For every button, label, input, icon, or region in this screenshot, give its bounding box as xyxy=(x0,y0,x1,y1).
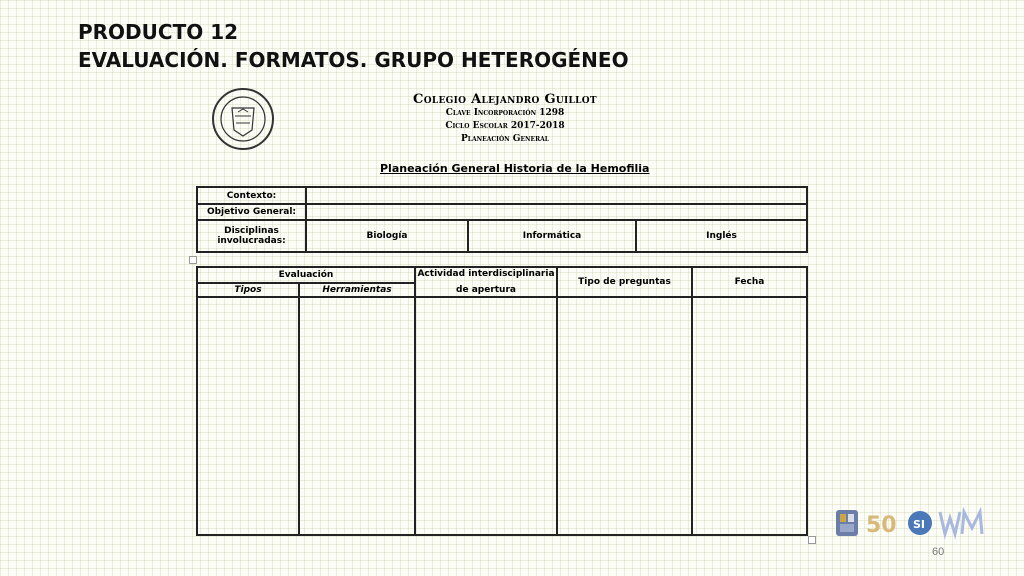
plan-title: Planeación General Historia de la Hemofilia xyxy=(380,162,650,175)
actividad-line1: Actividad interdisciplinaria xyxy=(417,269,555,279)
herramientas-cell xyxy=(299,297,415,535)
si-logo-icon xyxy=(908,511,932,535)
school-seal-icon xyxy=(208,86,278,152)
actividad-cell xyxy=(415,297,557,535)
contexto-label: Contexto: xyxy=(197,187,306,204)
fecha-header: Fecha xyxy=(692,267,807,297)
school-clave: Clave Incorporación 1298 xyxy=(445,108,565,118)
discipline-cell: Informática xyxy=(468,220,636,252)
discipline-cell: Inglés xyxy=(636,220,807,252)
general-info-table xyxy=(196,186,808,253)
objetivo-value xyxy=(306,204,807,220)
slide-title-line1: PRODUCTO 12 xyxy=(78,20,239,44)
slide-title xyxy=(78,18,629,74)
institution-logos xyxy=(834,506,994,540)
page-number: 60 xyxy=(932,546,945,558)
tipo-preguntas-header: Tipo de preguntas xyxy=(557,267,692,297)
disciplinas-line2: involucradas: xyxy=(217,236,286,246)
school-ciclo: Ciclo Escolar 2017-2018 xyxy=(445,121,565,131)
table-resize-handle[interactable] xyxy=(808,536,816,544)
anniversary-50-logo-icon xyxy=(866,513,897,538)
evaluacion-header: Evaluación xyxy=(197,267,415,283)
svg-text:50: 50 xyxy=(866,513,897,538)
objetivo-label: Objetivo General: xyxy=(197,204,306,220)
svg-text:SI: SI xyxy=(913,518,926,531)
actividad-header xyxy=(415,267,557,297)
school-header xyxy=(400,92,610,146)
herramientas-header: Herramientas xyxy=(299,283,415,297)
tipo-preguntas-cell xyxy=(557,297,692,535)
evaluation-table xyxy=(196,266,808,536)
discipline-cell: Biología xyxy=(306,220,468,252)
tipos-header: Tipos xyxy=(197,283,299,297)
table-move-handle[interactable] xyxy=(189,256,197,264)
school-name: Colegio Alejandro Guillot xyxy=(413,92,597,107)
slide-title-line2: EVALUACIÓN. FORMATOS. GRUPO HETEROGÉNEO xyxy=(78,48,629,72)
unam-logo-icon xyxy=(836,510,858,536)
contexto-value xyxy=(306,187,807,204)
disciplinas-label xyxy=(197,220,306,252)
wm-logo-icon xyxy=(940,512,982,534)
tipos-cell xyxy=(197,297,299,535)
disciplinas-line1: Disciplinas xyxy=(224,226,279,236)
actividad-line2: de apertura xyxy=(456,285,516,295)
fecha-cell xyxy=(692,297,807,535)
school-planeacion: Planeación General xyxy=(461,134,549,144)
